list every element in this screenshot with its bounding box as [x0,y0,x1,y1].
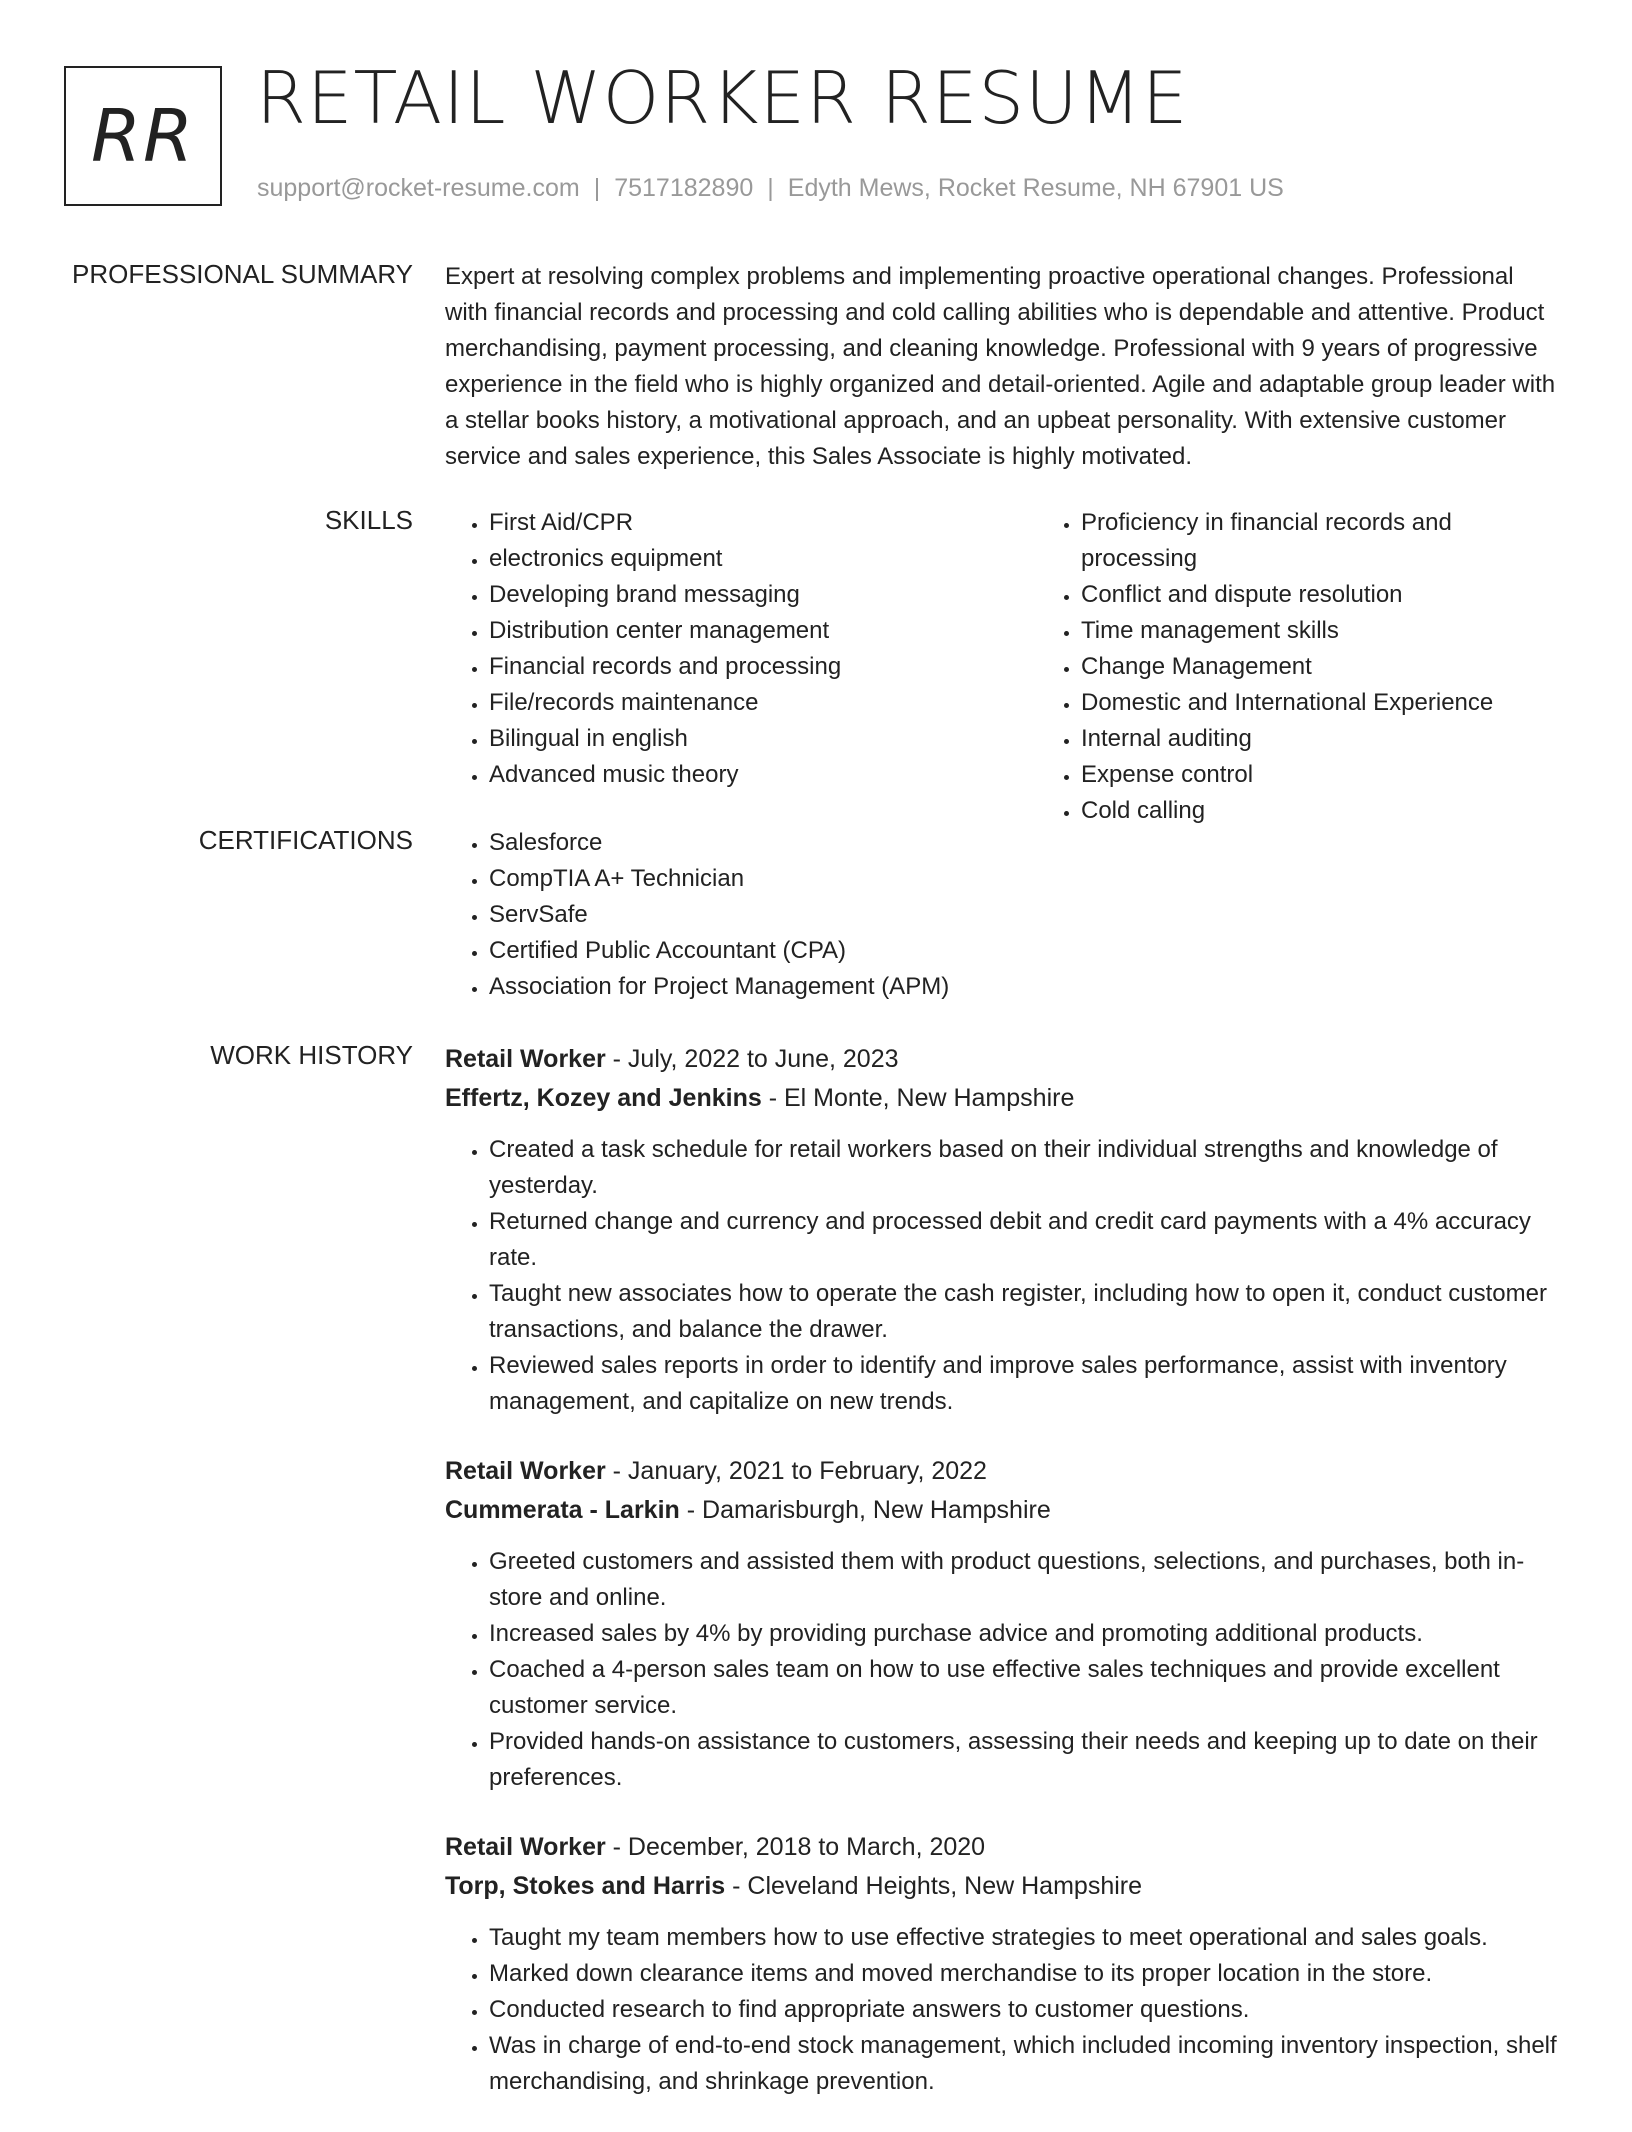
job-bullet: • Returned change and currency and processed debit and credit card payments with a 4% accuracy rate. [489,1204,1560,1276]
page-title: RETAIL WORKER RESUME [256,56,1189,140]
certification-item: • Certified Public Accountant (CPA) [489,933,1560,969]
job-bullets [445,1544,1560,1796]
job-bullet: • Reviewed sales reports in order to identify and improve sales performance, assist with inventory management, and capitalize on new trends. [489,1348,1560,1420]
section-label-work-history: WORK HISTORY [210,1040,413,1070]
certification-item: • ServSafe [489,897,1560,933]
job-entry [445,1040,1560,1420]
job-dates: - July, 2022 to June, 2023 [605,1045,899,1073]
summary-content [445,259,1560,475]
job-company: Torp, Stokes and Harris [445,1872,726,1900]
job-bullet: • Was in charge of end-to-end stock management, which included incoming inventory inspection, shelf merchandising, and shrinkage prevention. [489,2028,1560,2100]
job-company: Effertz, Kozey and Jenkins [445,1084,762,1112]
work-history-content [445,1040,1560,2132]
certification-item: • Association for Project Management (APM) [489,969,1560,1005]
job-bullet: • Conducted research to find appropriate answers to customer questions. [489,1992,1560,2028]
skill-item: • electronics equipment [489,541,1037,577]
job-bullet: • Taught my team members how to use effective strategies to meet operational and sales goals. [489,1920,1560,1956]
skill-item: • Expense control [1081,757,1560,793]
job-title-line [445,1452,1560,1491]
contact-email[interactable]: support@rocket-resume.com [257,174,580,202]
skill-item: • Conflict and dispute resolution [1081,577,1560,613]
certifications-content [445,825,1560,1005]
skill-item: • Time management skills [1081,613,1560,649]
skill-item: • Advanced music theory [489,757,1037,793]
job-bullet: • Greeted customers and assisted them with product questions, selections, and purchases, both in-store and online. [489,1544,1560,1616]
job-title: Retail Worker [445,1457,606,1485]
contact-separator: | [767,174,774,202]
job-bullet: • Marked down clearance items and moved merchandise to its proper location in the store. [489,1956,1560,1992]
skills-list-left [445,505,1037,829]
job-company-line [445,1079,1560,1118]
contact-phone[interactable]: 7517182890 [614,174,754,202]
job-location: - El Monte, New Hampshire [761,1084,1075,1112]
skill-item: • Developing brand messaging [489,577,1037,613]
certifications-list [445,825,1560,1005]
skill-item: • Internal auditing [1081,721,1560,757]
job-bullet: • Taught new associates how to operate the cash register, including how to open it, conduct customer transactions, and balance the drawer. [489,1276,1560,1348]
section-label-certifications: CERTIFICATIONS [198,825,413,855]
job-company-line [445,1867,1560,1906]
job-title-line [445,1828,1560,1867]
job-dates: - January, 2021 to February, 2022 [605,1457,987,1485]
skill-item: • Cold calling [1081,793,1560,829]
job-entry [445,1452,1560,1796]
job-bullets [445,1920,1560,2100]
skill-item: • Bilingual in english [489,721,1037,757]
skill-item: • File/records maintenance [489,685,1037,721]
skill-item: • First Aid/CPR [489,505,1037,541]
contact-separator: | [593,174,601,202]
job-dates: - December, 2018 to March, 2020 [605,1833,986,1861]
job-location: - Damarisburgh, New Hampshire [679,1496,1051,1524]
job-title-line [445,1040,1560,1079]
skill-item: • Financial records and processing [489,649,1037,685]
contact-address: Edyth Mews, Rocket Resume, NH 67901 US [787,174,1284,202]
skill-item: • Domestic and International Experience [1081,685,1560,721]
job-company-line [445,1491,1560,1530]
summary-text: Expert at resolving complex problems and implementing proactive operational changes. Professional with financial records and processing and cold calling abilities who is dependable and attentive. Product merchandising, payment processing, and cleaning knowledge. Professional with 9 years of progressive experience in the field who is highly organized and detail-oriented. Agile and adaptable group leader with a stellar books history, a motivational approach, and an upbeat personality. With extensive customer service and sales experience, this Sales Associate is highly motivated. [445,263,1556,470]
skill-item: • Change Management [1081,649,1560,685]
certification-item: • CompTIA A+ Technician [489,861,1560,897]
job-bullet: • Increased sales by 4% by providing purchase advice and promoting additional products. [489,1616,1560,1652]
skills-content [445,505,1560,829]
section-label-skills: SKILLS [324,505,413,535]
job-bullets [445,1132,1560,1420]
job-entry [445,1828,1560,2100]
skill-item: • Distribution center management [489,613,1037,649]
certification-item: • Salesforce [489,825,1560,861]
job-location: - Cleveland Heights, New Hampshire [725,1872,1143,1900]
section-label-summary: PROFESSIONAL SUMMARY [72,259,413,289]
monogram-logo: RR [64,66,222,206]
job-title: Retail Worker [445,1833,606,1861]
skills-list-right [1037,505,1560,829]
job-title: Retail Worker [445,1045,606,1073]
job-bullet: • Coached a 4-person sales team on how to use effective sales techniques and provide excellent customer service. [489,1652,1560,1724]
job-company: Cummerata - Larkin [445,1496,680,1524]
job-bullet: • Provided hands-on assistance to customers, assessing their needs and keeping up to date on their preferences. [489,1724,1560,1796]
job-bullet: • Created a task schedule for retail workers based on their individual strengths and knowledge of yesterday. [489,1132,1560,1204]
skill-item: • Proficiency in financial records and processing [1081,505,1560,577]
contact-line [257,174,1284,203]
